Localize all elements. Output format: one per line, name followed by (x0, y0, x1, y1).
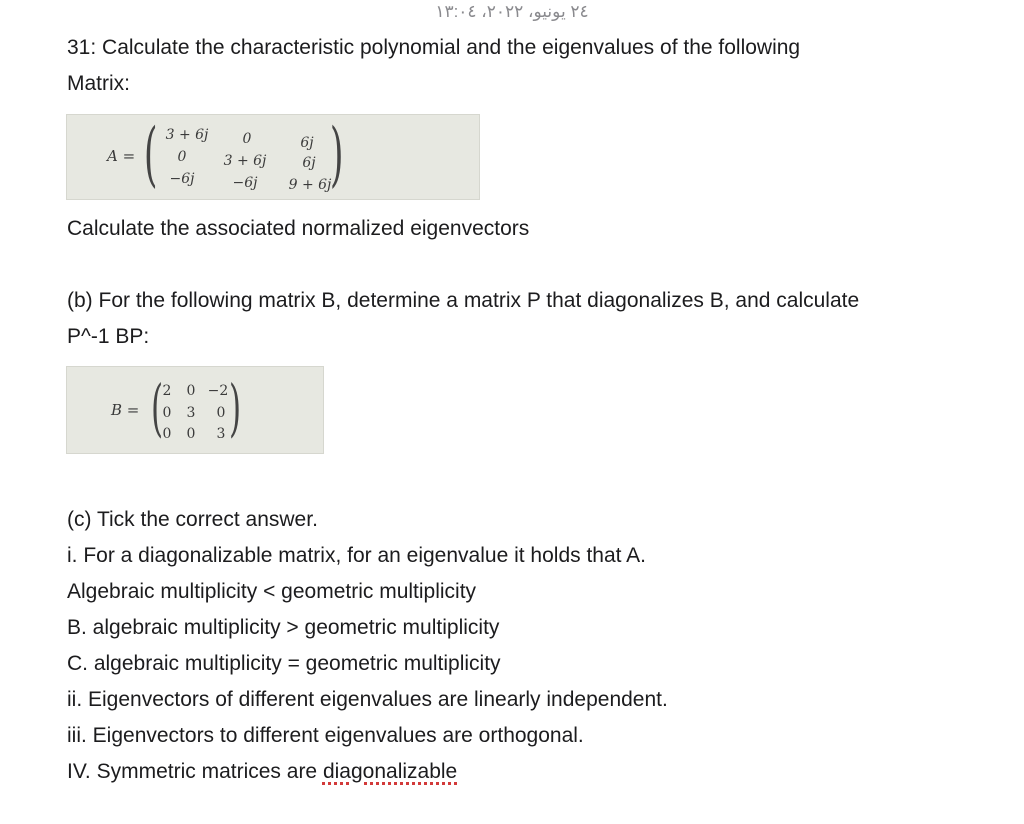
matrix-b-cell: 2 (162, 383, 172, 399)
matrix-b-cell: −2 (207, 383, 229, 399)
matrix-a-right-paren: ) (329, 113, 344, 195)
part-c-item-ii: ii. Eigenvectors of different eigenvalues are linearly independent. (67, 688, 668, 711)
part-c-option-c: C. algebraic multiplicity = geometric multiplicity (67, 652, 501, 675)
matrix-a-cell: 6j (302, 155, 316, 171)
part-c-item-iv (67, 758, 457, 786)
matrix-a-cell: 3 + 6j (165, 127, 209, 143)
matrix-b-cell: 0 (186, 426, 196, 442)
matrix-a-label: A = (107, 147, 136, 165)
matrix-a-cell: −6j (232, 175, 258, 191)
matrix-b-image (66, 366, 324, 454)
matrix-b-cell: 0 (162, 426, 172, 442)
part-c-item-iii: iii. Eigenvectors to different eigenvalues are orthogonal. (67, 724, 584, 747)
timestamp: ٢٤ يونيو، ٢٠٢٢، ١٣:٠٤ (435, 2, 589, 21)
matrix-a-cell: −6j (169, 171, 195, 187)
matrix-b-cell: 3 (186, 405, 196, 421)
matrix-b-cell: 0 (162, 405, 172, 421)
matrix-b-cell: 3 (216, 426, 226, 442)
part-c-option-a: Algebraic multiplicity < geometric multiplicity (67, 580, 477, 603)
part-b-line1: (b) For the following matrix B, determine a matrix P that diagonalizes B, and calculate (67, 289, 860, 312)
part-c-heading: (c) Tick the correct answer. (67, 508, 318, 531)
matrix-b-left-paren: ( (151, 371, 164, 444)
matrix-a-cell: 3 + 6j (223, 153, 267, 169)
matrix-a-cell: 0 (242, 131, 252, 147)
matrix-a-image (66, 114, 480, 200)
question-title-line1: 31: Calculate the characteristic polynomial and the eigenvalues of the following (67, 36, 801, 59)
matrix-b-right-paren: ) (229, 371, 242, 444)
matrix-a-cell: 6j (300, 135, 314, 151)
matrix-a-left-paren: ( (143, 113, 158, 195)
matrix-b-label: B = (111, 401, 140, 419)
normalized-eigenvectors-text: Calculate the associated normalized eigenvectors (67, 217, 530, 240)
spellcheck-word[interactable]: diagonalizable (322, 760, 458, 783)
part-b-line2: P^-1 BP: (67, 325, 150, 348)
part-c-option-b: B. algebraic multiplicity > geometric multiplicity (67, 616, 500, 639)
matrix-a-cell: 0 (177, 149, 187, 165)
matrix-b-cell: 0 (186, 383, 196, 399)
matrix-b-cell: 0 (216, 405, 226, 421)
matrix-a-cell: 9 + 6j (288, 177, 332, 193)
part-c-item-i: i. For a diagonalizable matrix, for an eigenvalue it holds that A. (67, 544, 646, 567)
question-title-line2: Matrix: (67, 72, 130, 95)
part-c-item-iv-prefix: IV. Symmetric matrices are (67, 760, 323, 783)
